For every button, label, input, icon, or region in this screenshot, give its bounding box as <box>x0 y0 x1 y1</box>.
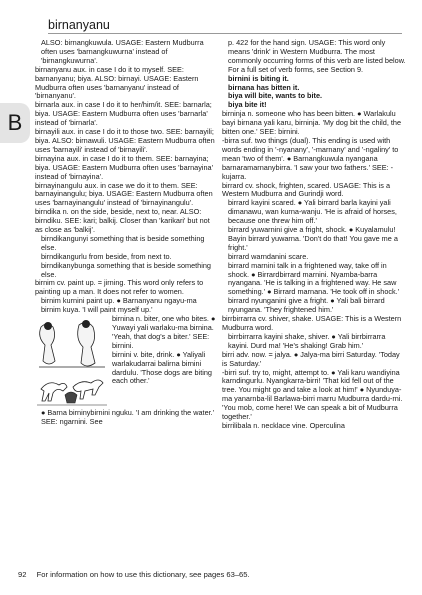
dictionary-entry: birnanyanu aux. in case I do it to myself. SEE: barnanyanu; biya. ALSO: birnayi. USAGE: Eastern Mudburra often uses 'barnanyanu' instead of 'birnanyanu'. <box>35 64 199 101</box>
dictionary-entry: birnina n. biter, one who bites. ● Yuwayi yali warlaku-ma birnina. 'Yeah, that dog's a biter.' SEE: birnini. <box>112 314 216 350</box>
dictionary-subentry: birndikangunyi something that is beside something else. <box>41 233 205 252</box>
illustrated-entry-text <box>112 315 217 409</box>
dictionary-entry: birnarla aux. in case I do it to her/him/it. SEE: barnarla; biya. USAGE: Eastern Mudburra often uses 'barnarla' instead of 'birnarla'. <box>35 100 212 128</box>
dictionary-subentry: birnim kurnini paint up. ● Barnanyanu ngayu-ma birnim kuya. 'I will paint myself up.' <box>41 296 197 315</box>
dictionary-entry: birrard cv. shock, frighten, scared. USAGE: This is a Western Mudburra and Gurindji word. <box>222 180 391 199</box>
page-number: 92 <box>18 570 27 579</box>
dictionary-subentry: birrard nyunganini give a fright. ● Yali bali birrard nyungana. 'They frightened him.' <box>228 296 385 315</box>
running-head: birnanyanu <box>48 18 110 32</box>
dictionary-entry: birnini v. bite, drink. ● Yaliyali warlakudarrai balirna birnini dardulu. 'Those dogs are biting each other.' <box>112 349 212 386</box>
dictionary-subentry: birrard marnini talk in a frightened way, take off in shock. ● Birrardbirrard marnini. Nyamba-barra nyangana. 'He is talking in a frightened way. He saw something.' ● Birrard marnana. 'He took off in shock.' <box>228 260 400 297</box>
dictionary-entry: birrbirrarra cv. shiver, shake. USAGE: This is a Western Mudburra word. <box>222 314 402 332</box>
dictionary-entry: birnayinangulu aux. in case we do it to them. SEE: barnayinangulu; biya. USAGE: Eastern Mudburra often uses 'barnayinangulu' instead of 'birnayinangulu'. <box>35 180 213 208</box>
verb-form: biya will bite, wants to bite. <box>228 91 323 101</box>
dictionary-entry: birnayina aux. in case I do it to them. SEE: barnayina; biya. USAGE: Eastern Mudburra often uses 'barnayina' instead of 'birnayina'. <box>35 153 214 181</box>
dictionary-subentry: birrard yuwarnini give a fright, shock. ● Kuyalamulu! Bayin birrard yuwarna. 'Don't do that! You gave me a fright.' <box>228 225 398 252</box>
dictionary-subentry: birrard warndanini scare. <box>228 251 309 261</box>
dictionary-entry: -birra suf. two things (dual). This ending is used with words ending in '-nyanany', '-marnany' and '-ngaliny' to mean 'two of them'. ● Barnangkuwula nyangana barnaramarnanybirra. 'I saw your two fathers.' SEE: -kujarra. <box>222 135 399 181</box>
dictionary-entry: birnayili aux. in case I do it to those two. SEE: barnayili; biya. ALSO: birnawuli. USAGE: Eastern Mudburra often uses 'barnayili' instead of 'birnayili'. <box>35 127 215 154</box>
illustrated-entries <box>35 315 217 409</box>
dictionary-subentry: birndikangurlu from beside, from next to. <box>41 251 172 261</box>
dictionary-entry: ALSO: birnangkuwula. USAGE: Eastern Mudburra often uses 'barnangkuwurna' instead of 'birnangkuwurna'. <box>41 38 204 65</box>
left-column <box>35 39 217 427</box>
dictionary-entry: birrilibala n. necklace vine. Operculina <box>222 420 345 430</box>
dictionary-entry: birndika n. on the side, beside, next to, near. ALSO: birndiku. SEE: kari; balkij. Closer than 'karikari' but not as close as 'balkij'. <box>35 207 210 235</box>
verb-form: biya bite it! <box>228 100 267 110</box>
dictionary-example: ● Barna birninybirnini nguku. 'I am drinking the water.' SEE: ngarnini. See <box>41 408 215 426</box>
dictionary-entry: birninja n. someone who has been bitten. ● Warlakulu bayi birnana yali karu, birninja. 'My dog bit the child, the bitten one.' SEE: birnini. <box>222 109 402 137</box>
right-column <box>222 39 406 431</box>
verb-form: birnana has bitten it. <box>228 82 300 92</box>
dictionary-subentry: birndikanybunga something that is beside something else. <box>41 260 211 279</box>
dictionary-subentry: birrard kayini scared. ● Yali birrard barla kayini yali dimanawu, wan kurna-wanju. 'He is afraid of horses, because one threw him off.' <box>228 198 397 226</box>
dogs-and-women-illustration <box>35 317 109 409</box>
dictionary-entry: birri adv. now. = jalya. ● Jalya-ma birri Saturday. 'Today is Saturday.' <box>222 349 400 368</box>
footer-note: For information on how to use this dictionary, see pages 63–65. <box>36 570 250 579</box>
dictionary-entry: p. 422 for the hand sign. USAGE: This word only means 'drink' in Western Mudburra. The most commonly occurring forms of this verb are listed below. For a full set of verb forms, see Section 9. <box>228 38 406 74</box>
dictionary-subentry: birrbirrarra kayini shake, shiver. ● Yali birrbirrarra kayini. Durd ma! 'He's shaking! Grab him.' <box>228 331 386 350</box>
dictionary-entry: -birri suf. try to, might, attempt to. ● Yali karu wandiyina karndingurlu. Nyangkarra-birri! 'That kid fell out of the tree. You might go and take a look at him!' ● Nyunduya-ma yanarnba-lil Barlawa-birri marru Mudburra dardu-rni. 'You mob, come here! We can speak a bit of Mudburra together.' <box>222 367 403 422</box>
section-tab: B <box>0 103 30 143</box>
page-footer <box>18 570 250 579</box>
dictionary-entry: birnim cv. paint up. = jirning. This word only refers to painting up a man. It does not refer to women. <box>35 278 204 297</box>
header-rule <box>48 33 402 34</box>
verb-form: birnini is biting it. <box>228 73 289 83</box>
